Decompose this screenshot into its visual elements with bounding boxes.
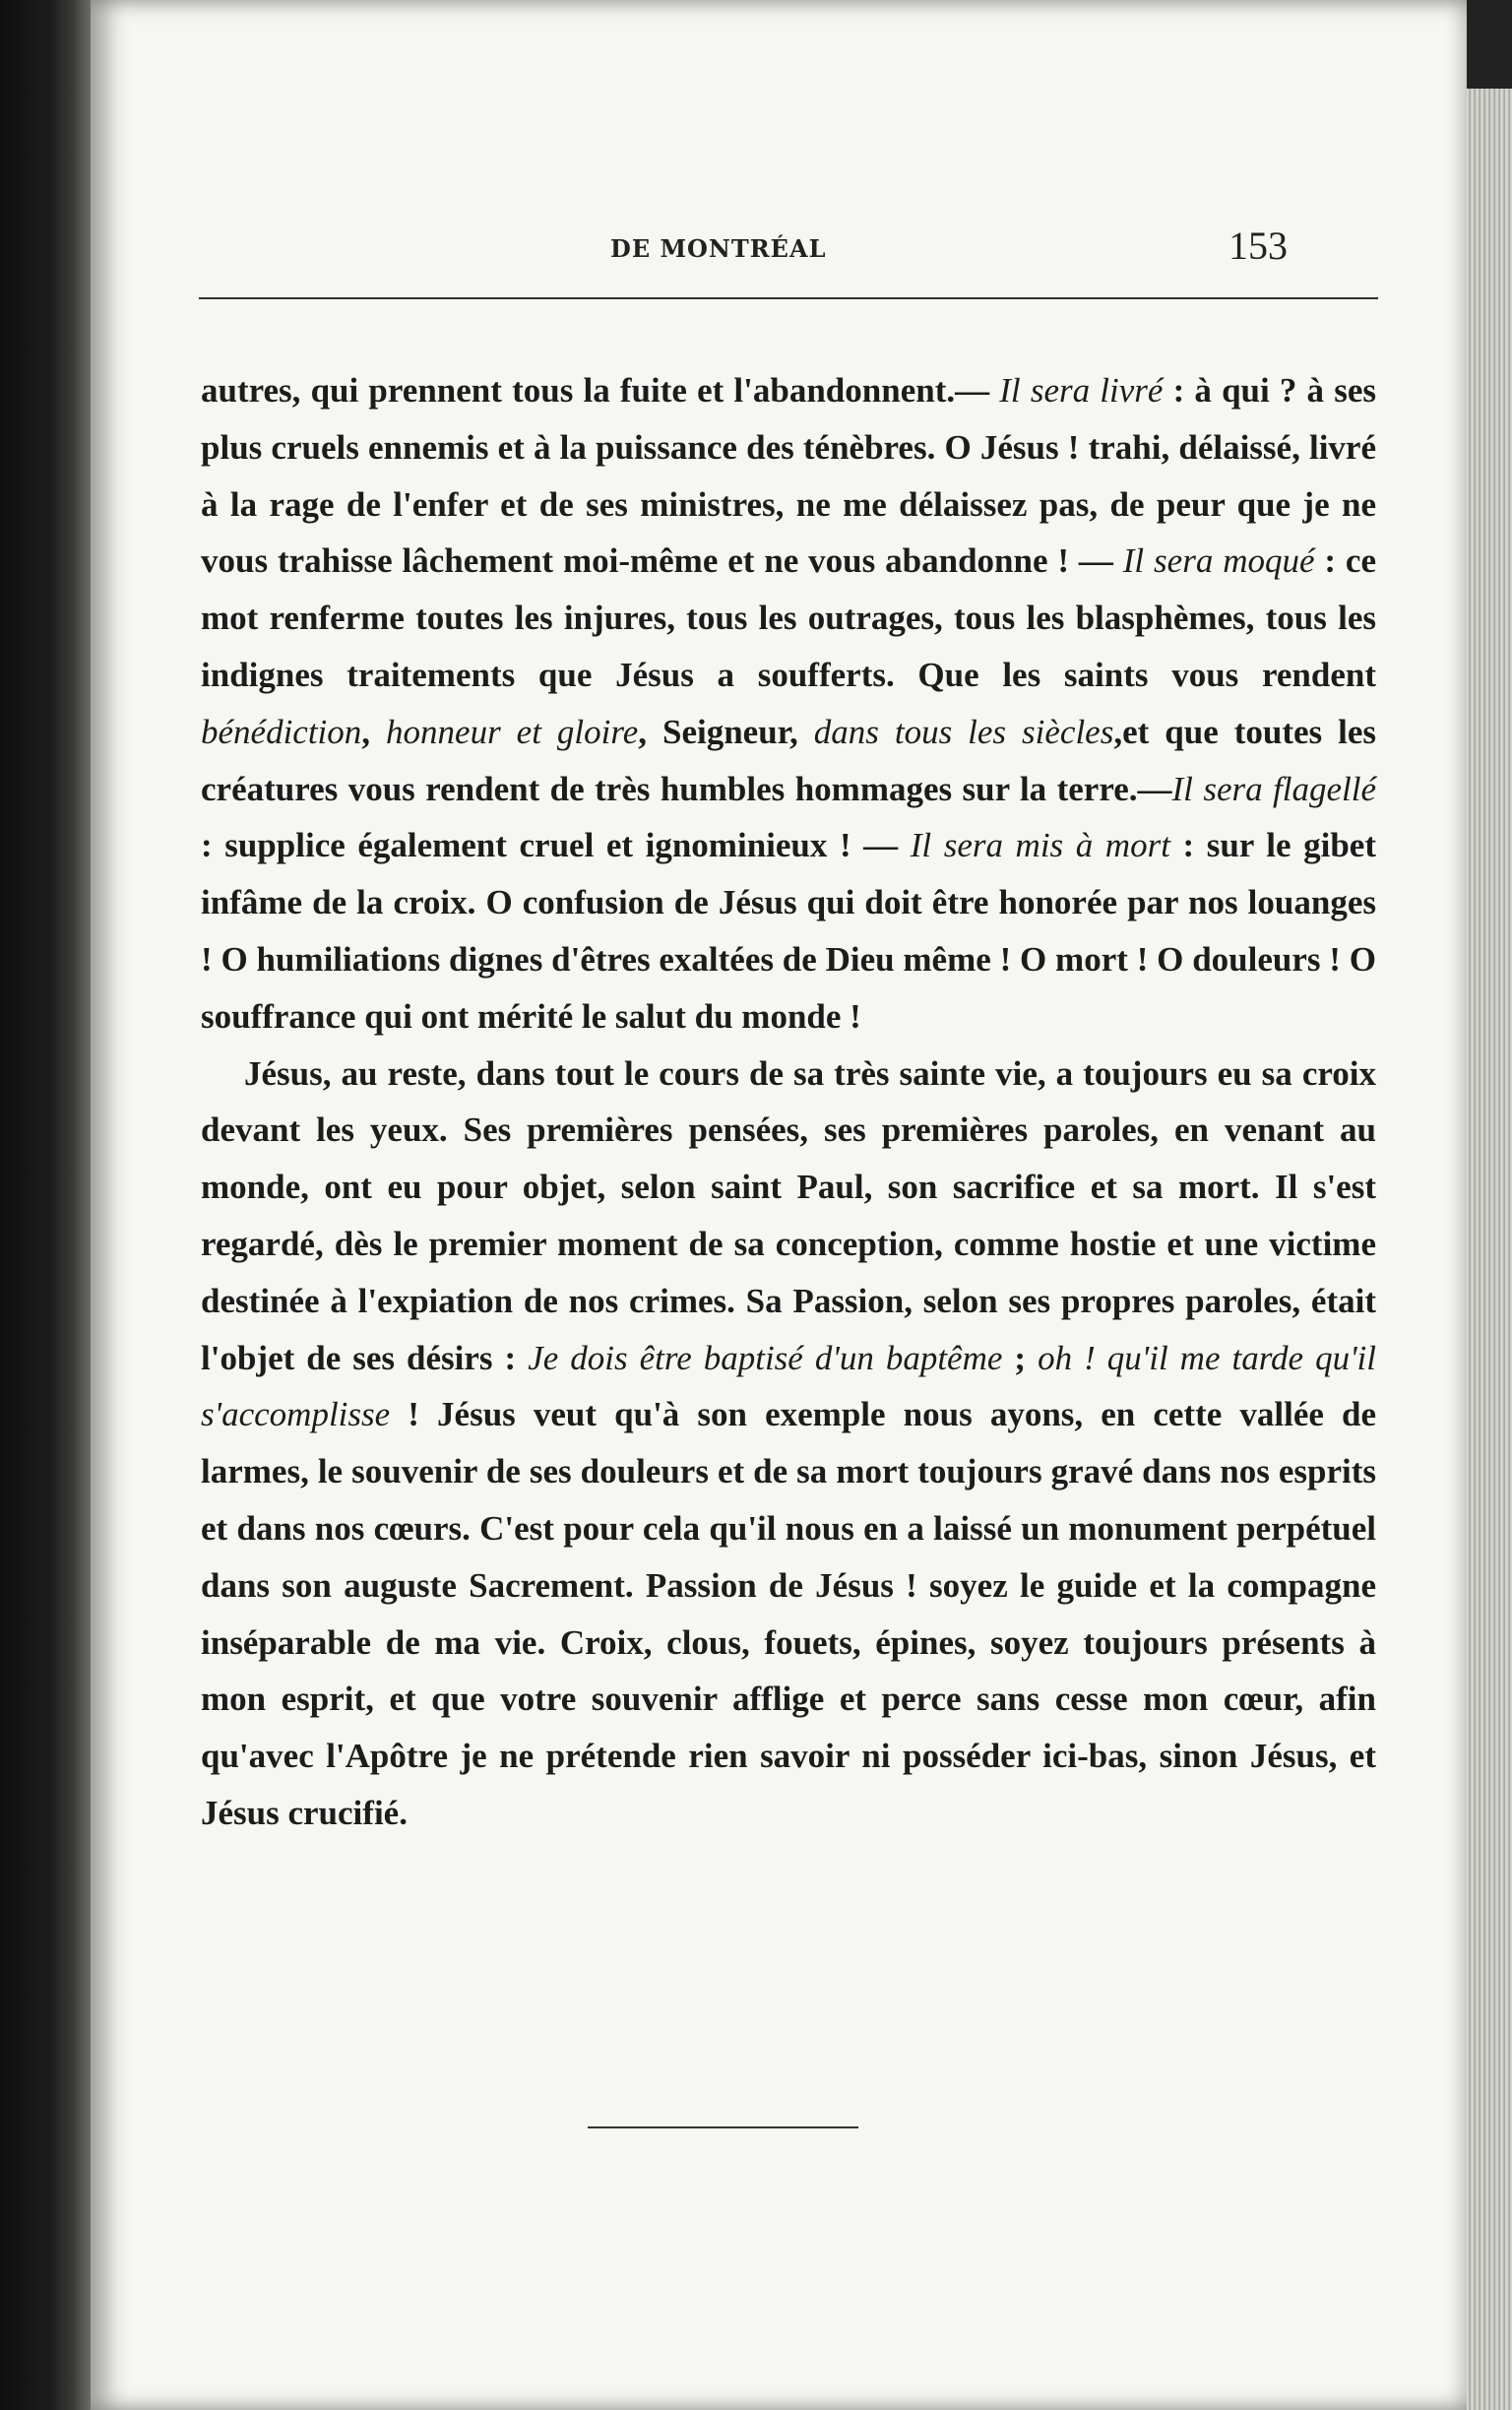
page-number: 153	[1228, 223, 1288, 268]
book-page	[91, 0, 1467, 2410]
running-head	[91, 222, 1467, 282]
italic-run: oh ! qu'il me tarde qu'il s'accomplisse	[201, 1338, 1377, 1434]
body-text	[201, 362, 1376, 1842]
text-run: : ce mot renferme toutes les injures, tous les outrages, tous les blasphèmes, tous les indignes traitements que Jésus a soufferts. Que les saints vous rendent	[201, 541, 1376, 694]
italic-run: dans tous les siècles	[813, 712, 1114, 751]
book-binding-shadow	[0, 0, 91, 2410]
italic-run: Il sera flagellé	[1171, 769, 1376, 808]
italic-run: bénédiction	[201, 712, 362, 751]
text-run: : supplice également cruel et ignominieux ! —	[201, 826, 911, 865]
page-edges-top	[1467, 0, 1512, 89]
text-run: ,et que toutes les créatures vous rendent de très humbles hommages sur la terre.—	[201, 712, 1377, 808]
text-run: ;	[1002, 1338, 1039, 1377]
text-run: ,	[361, 712, 387, 751]
text-run: , Seigneur,	[638, 712, 814, 751]
end-rule	[588, 2126, 858, 2128]
italic-run: Il sera moqué	[1122, 541, 1315, 581]
paragraph	[201, 362, 1376, 1046]
text-run: : à qui ? à ses plus cruels ennemis et à la puissance des ténèbres. O Jésus ! trahi, délaissé, livré à la rage de l'enfer et de ses ministres, ne me délaissez pas, de peur que je ne vous trahisse lâchement moi-même et ne vous abandonne ! —	[201, 371, 1377, 581]
italic-run: honneur et gloire	[386, 712, 639, 751]
text-run: ! Jésus veut qu'à son exemple nous ayons, en cette vallée de larmes, le souvenir de ses douleurs et de sa mort toujours gravé dans nos esprits et dans nos cœurs. C'est pour cela qu'il nous en a laissé un monument perpétuel dans son auguste Sacrement. Passion de Jésus ! soyez le guide et la compagne inséparable de ma vie. Croix, clous, fouets, épines, soyez toujours présents à mon esprit, et que votre souvenir afflige et perce sans cesse mon cœur, afin qu'avec l'Apôtre je ne prétende rien savoir ni posséder ici-bas, sinon Jésus, et Jésus crucifié.	[201, 1395, 1376, 1832]
italic-run: Il sera mis à mort	[910, 826, 1170, 865]
header-rule	[199, 297, 1378, 299]
text-run: autres, qui prennent tous la fuite et l'abandonnent.—	[201, 371, 1000, 410]
italic-run: Il sera livré	[999, 371, 1164, 410]
page-edges	[1467, 0, 1512, 2410]
running-title: DE MONTRÉAL	[610, 234, 827, 263]
paragraph	[201, 1046, 1376, 1842]
text-run: : sur le gibet infâme de la croix. O confusion de Jésus qui doit être honorée par nos louanges ! O humiliations dignes d'êtres exaltées de Dieu même ! O mort ! O douleurs ! O souffrance qui ont mérité le salut du monde !	[201, 826, 1376, 1036]
text-run: Jésus, au reste, dans tout le cours de sa très sainte vie, a toujours eu sa croix devant les yeux. Ses premières pensées, ses premières paroles, en venant au monde, ont eu pour objet, selon saint Paul, son sacrifice et sa mort. Il s'est regardé, dès le premier moment de sa conception, comme hostie et une victime destinée à l'expiation de nos crimes. Sa Passion, selon ses propres paroles, était l'objet de ses désirs :	[201, 1053, 1376, 1377]
italic-run: Je dois être baptisé d'un baptême	[528, 1338, 1003, 1377]
